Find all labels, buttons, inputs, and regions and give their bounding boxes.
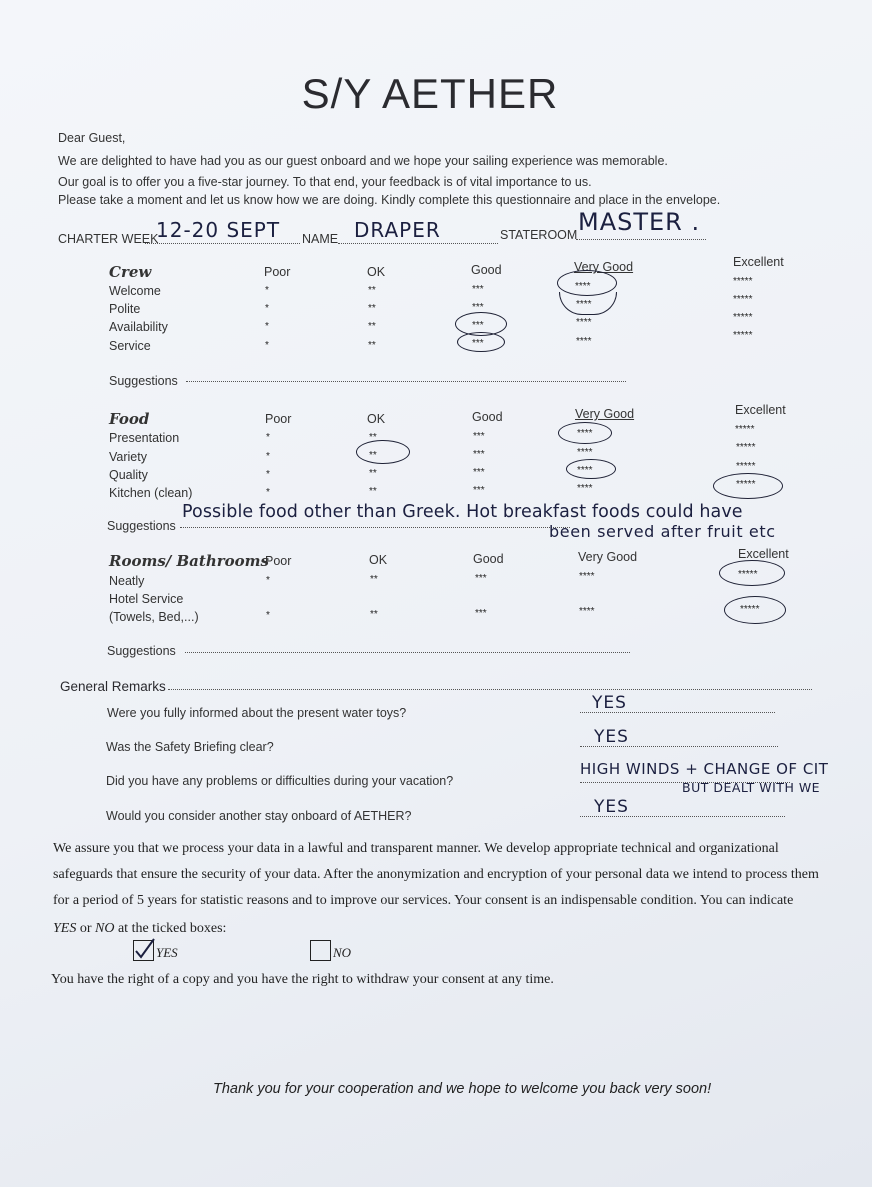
food-kitchen-excellent[interactable]: ***** [736,479,756,490]
general-remarks-label: General Remarks [60,679,166,694]
rooms-hotel-very-good[interactable]: **** [579,606,595,617]
question-safety-briefing: Was the Safety Briefing clear? [106,740,274,754]
stateroom-value[interactable]: MASTER . [578,208,701,236]
question-another-stay: Would you consider another stay onboard of AETHER? [106,809,412,823]
crew-service-selection-circle [457,332,505,352]
consent-line-2: safeguards that ensure the security of your data. After the anonymization and encryption of your personal data we intend to process them [53,867,819,882]
food-header-excellent: Excellent [735,403,786,417]
food-item-variety: Variety [109,450,147,464]
crew-item-polite: Polite [109,302,141,316]
rooms-neatly-excellent[interactable]: ***** [738,569,758,580]
food-quality-selection-circle [566,459,616,479]
food-quality-poor[interactable]: * [266,469,270,480]
food-variety-selection-circle [356,440,410,464]
food-quality-excellent[interactable]: ***** [736,461,756,472]
footer-thank-you: Thank you for your cooperation and we hope to welcome you back very soon! [213,1081,712,1097]
checkmark-icon [133,937,155,959]
charter-week-value[interactable]: 12-20 SEPT [156,218,281,242]
crew-welcome-very-good[interactable]: **** [575,281,591,292]
crew-service-ok[interactable]: ** [368,340,376,351]
crew-service-very-good[interactable]: **** [576,336,592,347]
consent-no-label: NO [333,945,352,960]
greeting: Dear Guest, [58,131,126,145]
food-header-very-good: Very Good [575,407,635,421]
rooms-item-hotel-service: Hotel Service [109,592,184,606]
stateroom-label: STATEROOM [500,228,578,242]
food-variety-very-good[interactable]: **** [577,447,593,458]
food-presentation-selection-circle [558,422,612,444]
food-variety-poor[interactable]: * [266,451,270,462]
question-water-toys: Were you fully informed about the present water toys? [107,706,407,720]
food-quality-good[interactable]: *** [473,467,485,478]
food-presentation-very-good[interactable]: **** [577,428,593,439]
rooms-suggestions-label: Suggestions [107,644,176,658]
crew-suggestions-label: Suggestions [109,374,178,388]
name-value[interactable]: DRAPER [354,218,441,242]
charter-week-label: CHARTER WEEK [58,232,159,246]
food-header-ok: OK [367,412,386,426]
crew-availability-good[interactable]: *** [472,320,484,331]
crew-welcome-poor[interactable]: * [265,285,269,296]
food-presentation-ok[interactable]: ** [369,432,377,443]
crew-polite-excellent[interactable]: ***** [733,294,753,305]
crew-header-very-good: Very Good [574,260,634,274]
crew-header-excellent: Excellent [733,255,784,269]
crew-polite-good[interactable]: *** [472,302,484,313]
crew-suggestions-line[interactable] [186,381,626,382]
crew-header-ok: OK [367,265,386,279]
answer-water-toys[interactable]: YES [592,693,627,713]
food-kitchen-selection-circle [713,473,783,499]
food-item-kitchen: Kitchen (clean) [109,486,193,500]
rooms-neatly-selection-circle [719,560,785,586]
crew-service-good[interactable]: *** [472,338,484,349]
consent-yes-label: YES [156,945,178,960]
question-problems: Did you have any problems or difficulties during your vacation? [106,774,454,788]
intro-line-3: Please take a moment and let us know how we are doing. Kindly complete this questionnaire and place in the envelope. [58,193,721,207]
crew-availability-poor[interactable]: * [265,321,269,332]
food-suggestions-handwriting-1[interactable]: Possible food other than Greek. Hot breakfast foods could have [182,502,743,522]
food-header-poor: Poor [265,412,292,426]
crew-item-availability: Availability [109,320,168,334]
crew-welcome-excellent[interactable]: ***** [733,276,753,287]
name-label: NAME [302,232,339,246]
crew-welcome-ok[interactable]: ** [368,285,376,296]
food-kitchen-good[interactable]: *** [473,485,485,496]
food-suggestions-handwriting-2[interactable]: been served after fruit etc [549,522,776,541]
rooms-neatly-very-good[interactable]: **** [579,571,595,582]
rooms-suggestions-line[interactable] [185,652,630,653]
food-section-title: Food [109,410,150,428]
food-variety-excellent[interactable]: ***** [736,442,756,453]
rooms-neatly-ok[interactable]: ** [370,574,378,585]
answer-another-stay[interactable]: YES [594,797,629,817]
crew-item-welcome: Welcome [109,284,161,298]
intro-line-1: We are delighted to have had you as our guest onboard and we hope your sailing experience was memorable. [58,154,668,168]
rooms-item-towels-bed: (Towels, Bed,...) [109,610,199,624]
crew-service-excellent[interactable]: ***** [733,330,753,341]
food-item-presentation: Presentation [109,431,180,445]
crew-header-good: Good [471,263,502,277]
food-kitchen-very-good[interactable]: **** [577,483,593,494]
rooms-header-poor: Poor [265,554,292,568]
food-kitchen-ok[interactable]: ** [369,486,377,497]
food-quality-very-good[interactable]: **** [577,465,593,476]
consent-line-4: YES or NO at the ticked boxes: [53,921,227,936]
document-title: S/Y AETHER [301,70,559,117]
consent-line-1: We assure you that we process your data in a lawful and transparent manner. We develop appropriate technical and organizational [53,841,779,856]
food-kitchen-poor[interactable]: * [266,487,270,498]
rooms-neatly-good[interactable]: *** [475,573,487,584]
consent-no-checkbox[interactable] [310,940,331,961]
rooms-hotel-ok[interactable]: ** [370,609,378,620]
consent-yes-checkbox[interactable] [133,940,154,961]
crew-availability-excellent[interactable]: ***** [733,312,753,323]
food-presentation-good[interactable]: *** [473,431,485,442]
crew-polite-selection-circle [559,292,617,315]
crew-availability-ok[interactable]: ** [368,321,376,332]
crew-section-title: Crew [109,263,152,281]
rooms-section-title: Rooms/ Bathrooms [109,552,269,570]
food-item-quality: Quality [109,468,148,482]
rooms-header-good: Good [473,552,504,566]
answer-problems-line-2[interactable]: BUT DEALT WITH WE [682,780,821,795]
crew-item-service: Service [109,339,151,353]
rooms-hotel-good[interactable]: *** [475,608,487,619]
food-variety-good[interactable]: *** [473,449,485,460]
intro-line-2: Our goal is to offer you a five-star journey. To that end, your feedback is of vital importance to us. [58,175,592,189]
answer-problems-line-1[interactable]: HIGH WINDS + CHANGE OF CIT [580,760,829,778]
rooms-hotel-selection-circle [724,596,786,624]
crew-availability-very-good[interactable]: **** [576,317,592,328]
crew-service-poor[interactable]: * [265,340,269,351]
rooms-item-neatly: Neatly [109,574,145,588]
rooms-hotel-excellent[interactable]: ***** [740,604,760,615]
crew-header-poor: Poor [264,265,291,279]
food-header-good: Good [472,410,503,424]
answer-safety-briefing[interactable]: YES [594,727,629,747]
rooms-header-very-good: Very Good [578,550,638,564]
crew-polite-ok[interactable]: ** [368,303,376,314]
food-suggestions-line[interactable] [180,527,570,528]
food-variety-ok[interactable]: ** [369,450,377,461]
rooms-hotel-poor[interactable]: * [266,610,270,621]
crew-polite-very-good[interactable]: **** [576,299,592,310]
consent-line-3: for a period of 5 years for statistic reasons and to improve our services. Your consent is an indispensable condition. You can indicate [53,893,794,908]
general-remarks-line[interactable] [168,689,812,690]
rooms-neatly-poor[interactable]: * [266,575,270,586]
food-presentation-poor[interactable]: * [266,432,270,443]
rooms-header-ok: OK [369,553,388,567]
crew-polite-poor[interactable]: * [265,303,269,314]
crew-welcome-good[interactable]: *** [472,284,484,295]
food-quality-ok[interactable]: ** [369,468,377,479]
rooms-header-excellent: Excellent [738,547,789,561]
consent-rights: You have the right of a copy and you have the right to withdraw your consent at any time. [51,972,554,987]
food-suggestions-label: Suggestions [107,519,176,533]
food-presentation-excellent[interactable]: ***** [735,424,755,435]
